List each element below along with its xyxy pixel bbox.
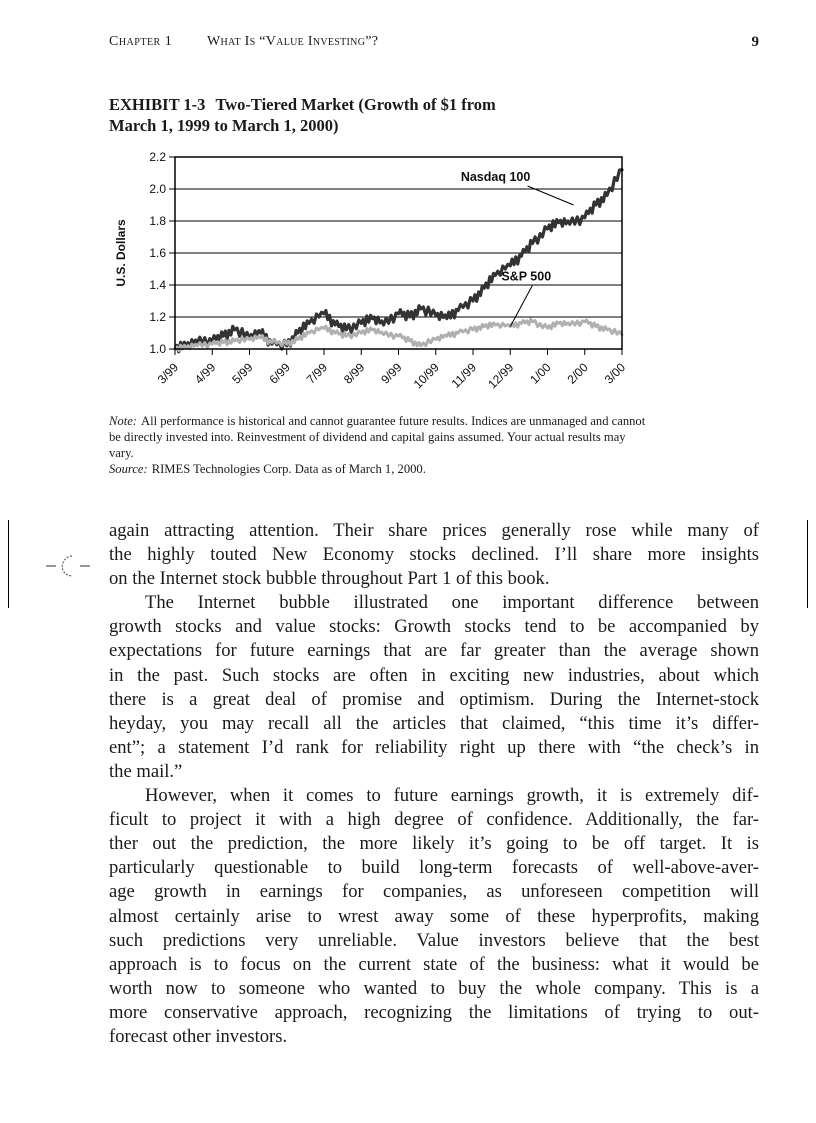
text-line: the highly touted New Economy stocks declined. I’ll share more insights [109, 544, 759, 566]
text-line: ther out the prediction, the more likely it’s going to be off target. It is [109, 833, 759, 855]
text-line: worth now to someone who wanted to buy the whole company. This is a [109, 977, 759, 999]
x-tick-label: 10/99 [410, 360, 442, 392]
text-line: growth stocks and value stocks: Growth stocks tend to be accompanied by [109, 616, 759, 638]
exhibit-title-line2: March 1, 1999 to March 1, 2000) [109, 116, 339, 135]
y-tick-label: 1.6 [149, 246, 166, 260]
x-tick-label: 8/99 [340, 360, 368, 387]
note-label: Note: [109, 414, 137, 428]
paragraph-3 [109, 784, 759, 1049]
source-label: Source: [109, 462, 148, 476]
chapter-label: Chapter 1 [109, 34, 173, 49]
note-paragraph [109, 413, 649, 461]
text-line: more conservative approach, recognizing the limitations of trying to out- [109, 1001, 759, 1023]
y-tick-label: 1.0 [149, 342, 166, 356]
annotation-label: S&P 500 [501, 269, 552, 284]
text-line: the mail.” [109, 760, 183, 782]
right-crop-mark [807, 520, 808, 608]
text-line: ficult to project it with a high degree of confidence. Additionally, the far- [109, 809, 759, 831]
x-tick-label: 6/99 [266, 360, 293, 387]
series-line-sp-500 [175, 319, 622, 350]
x-tick-label: 2/00 [564, 360, 591, 387]
text-line: However, when it comes to future earnings growth, it is extremely dif- [145, 785, 759, 807]
paragraph-1 [109, 519, 759, 591]
exhibit-title [109, 94, 629, 136]
chapter-title: What Is “Value Investing”? [207, 34, 379, 49]
paragraph-2 [109, 591, 759, 784]
note-text: All performance is historical and cannot guarantee future results. Indices are unmanaged and cannot be directly invested into. Reinvestment of dividend and capital gains assumed. Your actual results may vary. [109, 414, 646, 460]
annotation-label: Nasdaq 100 [460, 170, 531, 184]
x-tick-label: 3/00 [601, 360, 629, 387]
x-tick-label: 5/99 [229, 360, 256, 387]
y-tick-label: 1.4 [149, 278, 166, 292]
page-number: 9 [751, 34, 759, 50]
margin-registration-mark [44, 553, 94, 579]
y-tick-label: 1.8 [149, 214, 166, 228]
axis-layer [114, 150, 628, 391]
text-line: particularly questionable to build long-term forecasts of well-above-aver- [109, 857, 759, 879]
exhibit-label: EXHIBIT 1-3 [109, 95, 206, 114]
source-paragraph [109, 461, 649, 477]
text-line: age growth in earnings for companies, as unforeseen competition will [109, 881, 759, 903]
text-line: on the Internet stock bubble throughout Part 1 of this book. [109, 568, 550, 590]
exhibit-notes [109, 413, 649, 477]
left-crop-mark [8, 520, 9, 608]
y-axis-label: U.S. Dollars [114, 219, 128, 287]
x-tick-label: 7/99 [303, 360, 331, 387]
x-tick-label: 9/99 [378, 360, 405, 387]
text-line: The Internet bubble illustrated one important difference between [145, 592, 759, 614]
text-line: heyday, you may recall all the articles that claimed, “this time it’s differ- [109, 712, 759, 734]
grid-layer [175, 189, 622, 317]
text-line: such predictions very unreliable. Value investors believe that the best [109, 929, 759, 951]
text-line: approach is to focus on the current state of the business: what it would be [109, 953, 759, 975]
text-line: forecast other investors. [109, 1025, 288, 1047]
text-line: there is a great deal of promise and optimism. During the Internet-stock [109, 688, 759, 710]
x-tick-label: 1/00 [527, 360, 554, 387]
line-chart [105, 146, 645, 406]
text-line: in the past. Such stocks are often in exciting new industries, about which [109, 664, 759, 686]
x-tick-label: 4/99 [191, 360, 219, 387]
annotation-layer [461, 170, 574, 327]
x-tick-label: 11/99 [448, 360, 480, 391]
x-tick-label: 3/99 [154, 360, 182, 387]
running-head [109, 34, 759, 54]
body-text [109, 519, 759, 1049]
y-tick-label: 2.0 [149, 182, 166, 196]
text-line: again attracting attention. Their share prices generally rose while many of [109, 520, 759, 541]
x-tick-label: 12/99 [485, 360, 517, 392]
y-tick-label: 2.2 [149, 150, 166, 164]
source-text: RIMES Technologies Corp. Data as of March 1, 2000. [151, 462, 426, 476]
exhibit-title-line1: Two-Tiered Market (Growth of $1 from [215, 95, 496, 114]
text-line: almost certainly arise to wrest away some of these hyperprofits, making [109, 905, 759, 927]
text-line: ent”; a statement I’d rank for reliability right up there with “the check’s in [109, 736, 759, 758]
y-tick-label: 1.2 [149, 310, 166, 324]
text-line: expectations for future earnings that are far greater than the average shown [109, 640, 759, 662]
